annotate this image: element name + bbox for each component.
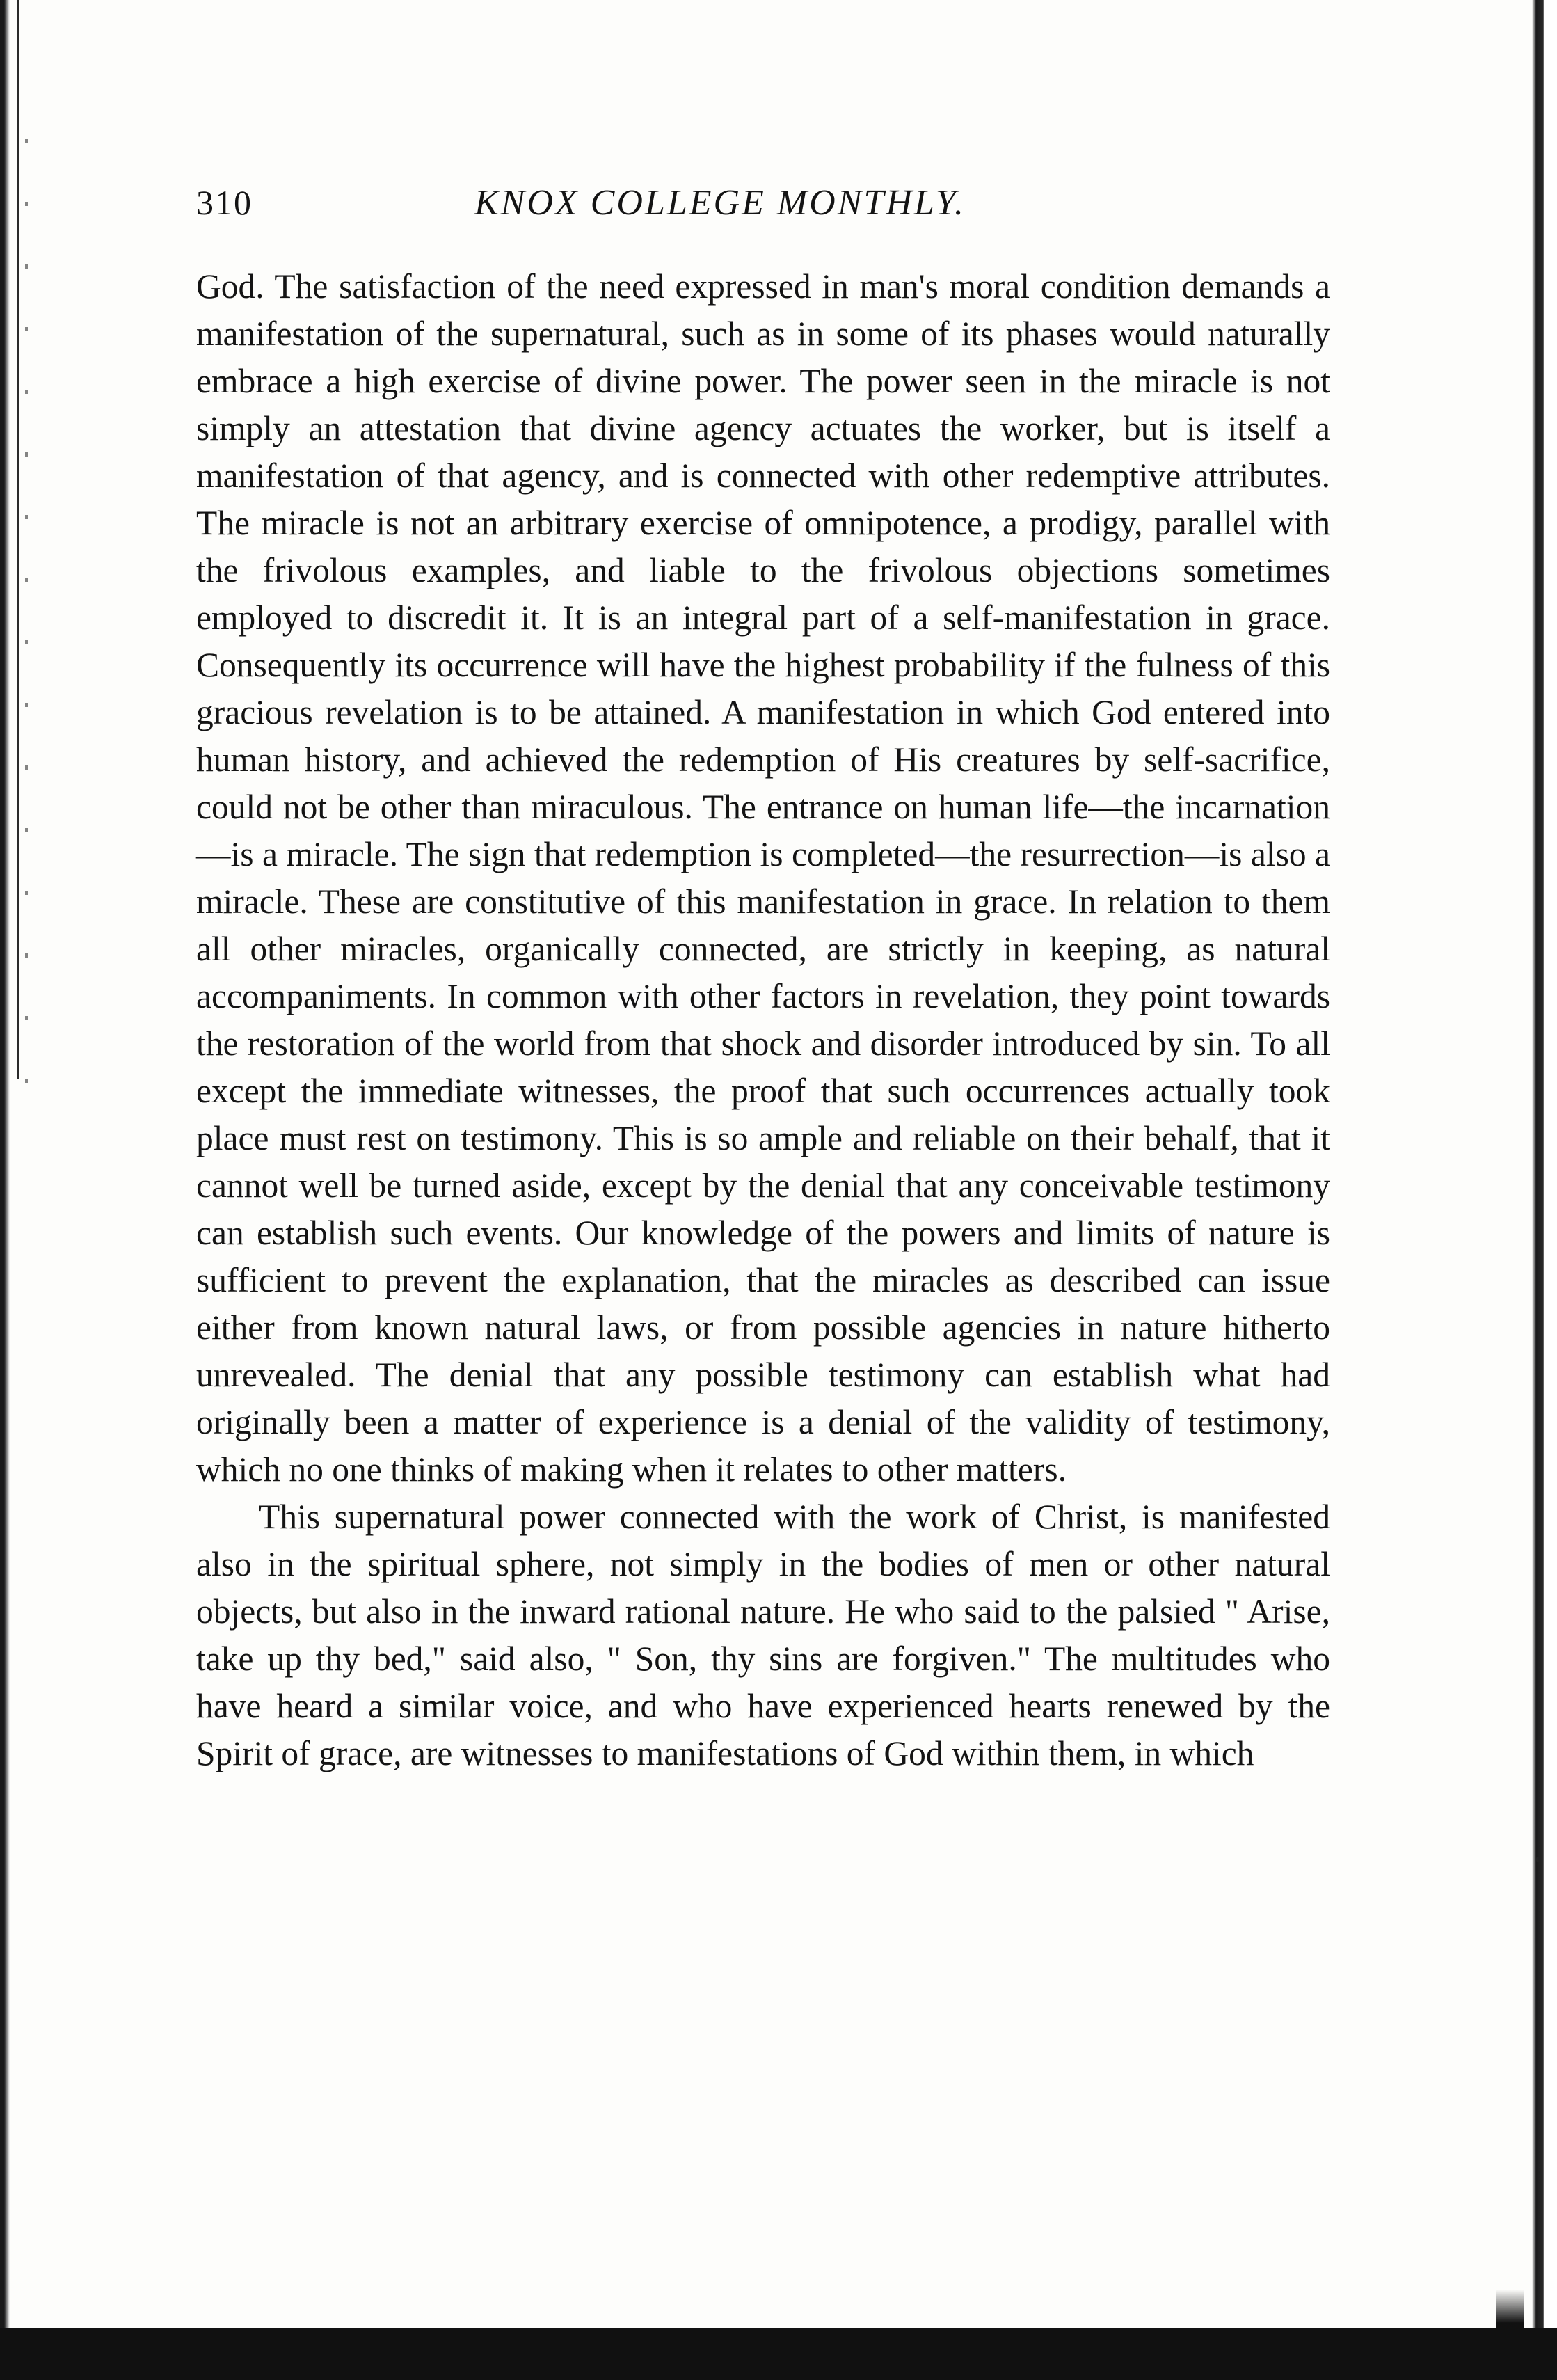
page-number: 310 [196,183,253,222]
scan-bottom-bar [0,2328,1557,2380]
scan-left-marks [25,139,28,1113]
paragraph-continued: God. The satisfaction of the need expressed in man's moral condition demands a manifestation of the supernatural, such as in some of its phases would naturally embrace a high exercise of divine power. The power seen in the miracle is not simply an attestation that divine agency actuates the worker, but is itself a manifestation of that agency, and is connected with other redemptive attributes. The miracle is not an arbitrary exercise of omnipotence, a prodigy, parallel with the frivolous examples, and liable to the frivolous objections sometimes employed to discredit it. It is an integral part of a self-manifestation in grace. Consequently its occurrence will have the highest probability if the fulness of this gracious revelation is to be attained. A manifestation in which God entered into human history, and achieved the redemption of His creatures by self-sacrifice, could not be other than miraculous. The entrance on human life—the incarnation—is a miracle. The sign that redemption is completed—the resurrection—is also a miracle. These are constitutive of this manifestation in grace. In relation to them all other miracles, organically connected, are strictly in keeping, as natural accompaniments. In common with other factors in revelation, they point towards the restoration of the world from that shock and disorder introduced by sin. To all except the immediate witnesses, the proof that such occurrences actually took place must rest on testimony. This is so ample and reliable on their behalf, that it cannot well be turned aside, except by the denial that any conceivable testimony can establish such events. Our knowledge of the powers and limits of nature is sufficient to prevent the explanation, that the miracles as described can issue either from known natural laws, or from possible agencies in nature hitherto unrevealed. The denial that any possible testimony can establish what had originally been a matter of experience is a denial of the validity of testimony, which no one thinks of making when it relates to other matters. [196,267,1330,1489]
body-text [196,263,1330,1777]
paragraph: This supernatural power connected with the work of Christ, is manifested also in the spiritual sphere, not simply in the bodies of men or other natural objects, but also in the inward rational nature. He who said to the palsied " Arise, take up thy bed," said also, " Son, thy sins are forgiven." The multitudes who have heard a similar voice, and who have experienced hearts renewed by the Spirit of grace, are witnesses to manifestations of God within them, in which [196,1498,1330,1772]
scan-bottom-notch [1496,2290,1524,2331]
running-head [196,182,1337,231]
scan-left-edge [0,0,10,2380]
journal-title: KNOX COLLEGE MONTHLY. [474,183,966,223]
scan-right-edge [1529,0,1557,2380]
scan-left-line [17,0,19,1079]
scan-speck [1536,1857,1540,1862]
